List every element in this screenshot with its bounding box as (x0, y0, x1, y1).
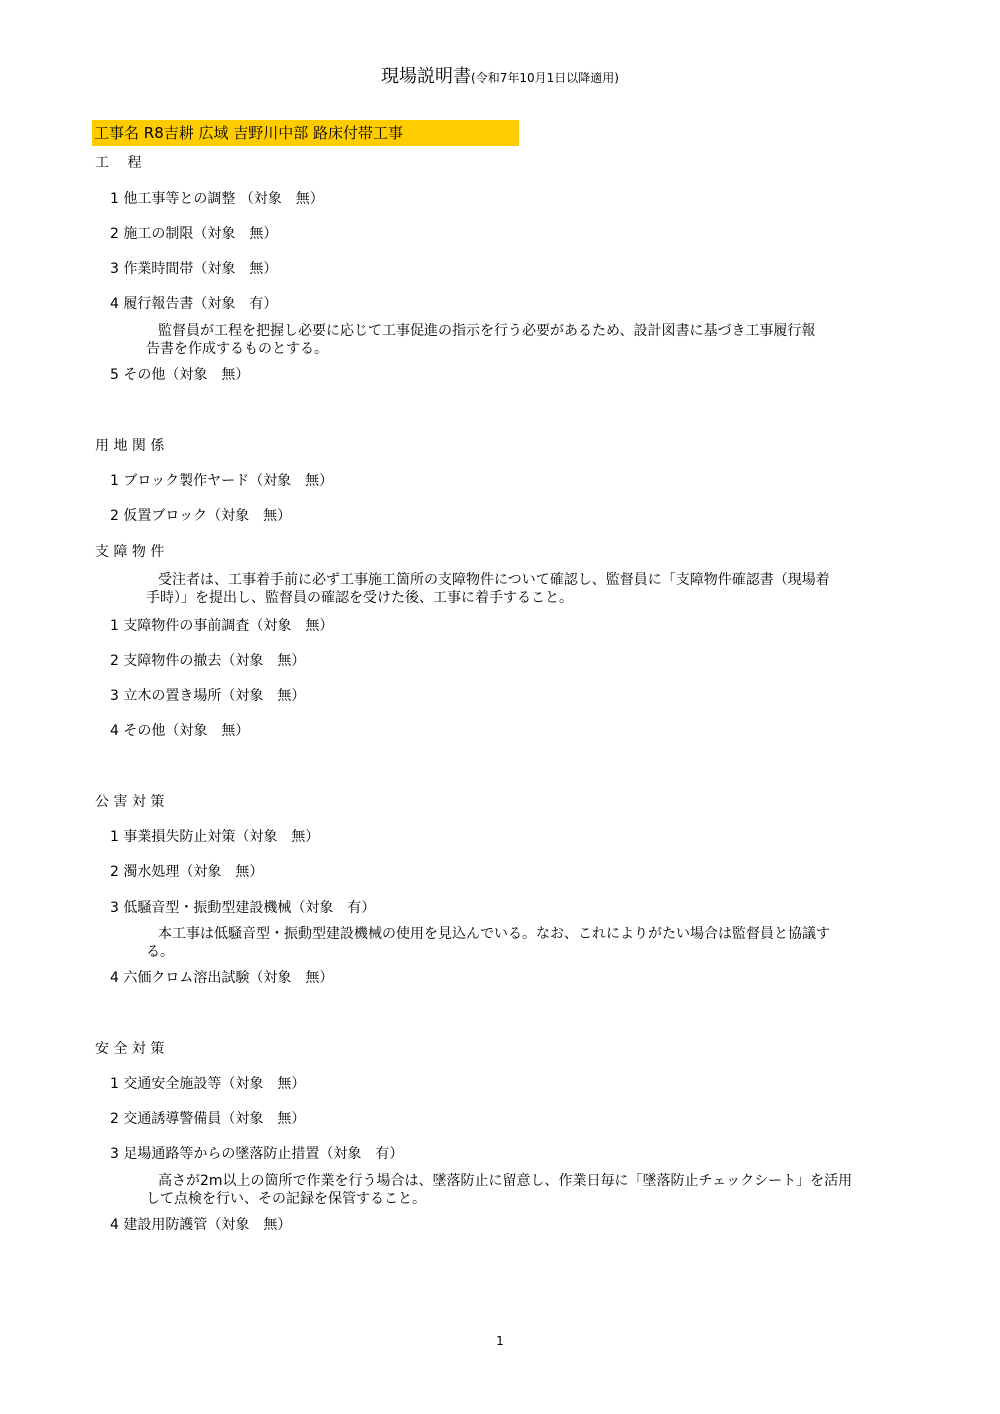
pollution-item-hexavalent-chromium: 4 六価クロム溶出試験（対象 無） (110, 970, 334, 986)
section-heading-obstacles: 支 障 物 件 (95, 544, 165, 560)
land-item-block-yard: 1 ブロック製作ヤード（対象 無） (110, 473, 334, 489)
safety-item-traffic-facilities: 1 交通安全施設等（対象 無） (110, 1076, 306, 1092)
schedule-item-coordination: 1 他工事等との調整 （対象 無） (110, 191, 324, 207)
section-heading-schedule: 工 程 (95, 155, 142, 171)
land-item-temp-block: 2 仮置ブロック（対象 無） (110, 508, 292, 524)
safety-note-line-2: して点検を行い、その記録を保管すること。 (146, 1191, 426, 1207)
title-main: 現場説明書 (381, 66, 472, 87)
schedule-note-line-1: 監督員が工程を把握し必要に応じて工事促進の指示を行う必要があるため、設計図書に基づき工事履行報 (158, 323, 816, 339)
obstacles-intro-line-1: 受注者は、工事着手前に必ず工事施工箇所の支障物件について確認し、監督員に「支障物件確認書（現場着 (158, 572, 830, 588)
safety-item-fall-prevention: 3 足場通路等からの墜落防止措置（対象 有） (110, 1146, 404, 1162)
schedule-item-restriction: 2 施工の制限（対象 無） (110, 226, 278, 242)
obstacles-item-removal: 2 支障物件の撤去（対象 無） (110, 653, 306, 669)
pollution-item-loss-prevention: 1 事業損失防止対策（対象 無） (110, 829, 320, 845)
pollution-note-line-1: 本工事は低騒音型・振動型建設機械の使用を見込んでいる。なお、これによりがたい場合は監督員と協議す (158, 926, 830, 942)
safety-note-line-1: 高さが2m以上の箇所で作業を行う場合は、墜落防止に留意し、作業日毎に「墜落防止チェックシート」を活用 (158, 1173, 853, 1189)
document-title (0, 62, 1000, 88)
pollution-item-turbid-water: 2 濁水処理（対象 無） (110, 864, 264, 880)
section-heading-pollution: 公 害 対 策 (95, 794, 165, 810)
obstacles-item-survey: 1 支障物件の事前調査（対象 無） (110, 618, 334, 634)
pollution-item-low-noise-machinery: 3 低騒音型・振動型建設機械（対象 有） (110, 900, 376, 916)
schedule-item-work-hours: 3 作業時間帯（対象 無） (110, 261, 278, 277)
obstacles-item-other: 4 その他（対象 無） (110, 723, 250, 739)
obstacles-item-timber-storage: 3 立木の置き場所（対象 無） (110, 688, 306, 704)
project-name-banner: 工事名 R8吉耕 広域 吉野川中部 路床付帯工事 (92, 120, 519, 146)
page-number: 1 (496, 1334, 504, 1348)
schedule-note-line-2: 告書を作成するものとする。 (146, 341, 328, 357)
pollution-note-line-2: る。 (146, 944, 174, 960)
section-heading-land: 用 地 関 係 (95, 438, 165, 454)
title-applicability: (令和7年10月1日以降適用) (471, 71, 619, 85)
schedule-item-progress-report: 4 履行報告書（対象 有） (110, 296, 278, 312)
obstacles-intro-line-2: 手時）」を提出し、監督員の確認を受けた後、工事に着手すること。 (146, 590, 573, 606)
safety-item-traffic-guards: 2 交通誘導警備員（対象 無） (110, 1111, 306, 1127)
section-heading-safety: 安 全 対 策 (95, 1041, 165, 1057)
schedule-item-other: 5 その他（対象 無） (110, 367, 250, 383)
safety-item-protective-pipe: 4 建設用防護管（対象 無） (110, 1217, 292, 1233)
